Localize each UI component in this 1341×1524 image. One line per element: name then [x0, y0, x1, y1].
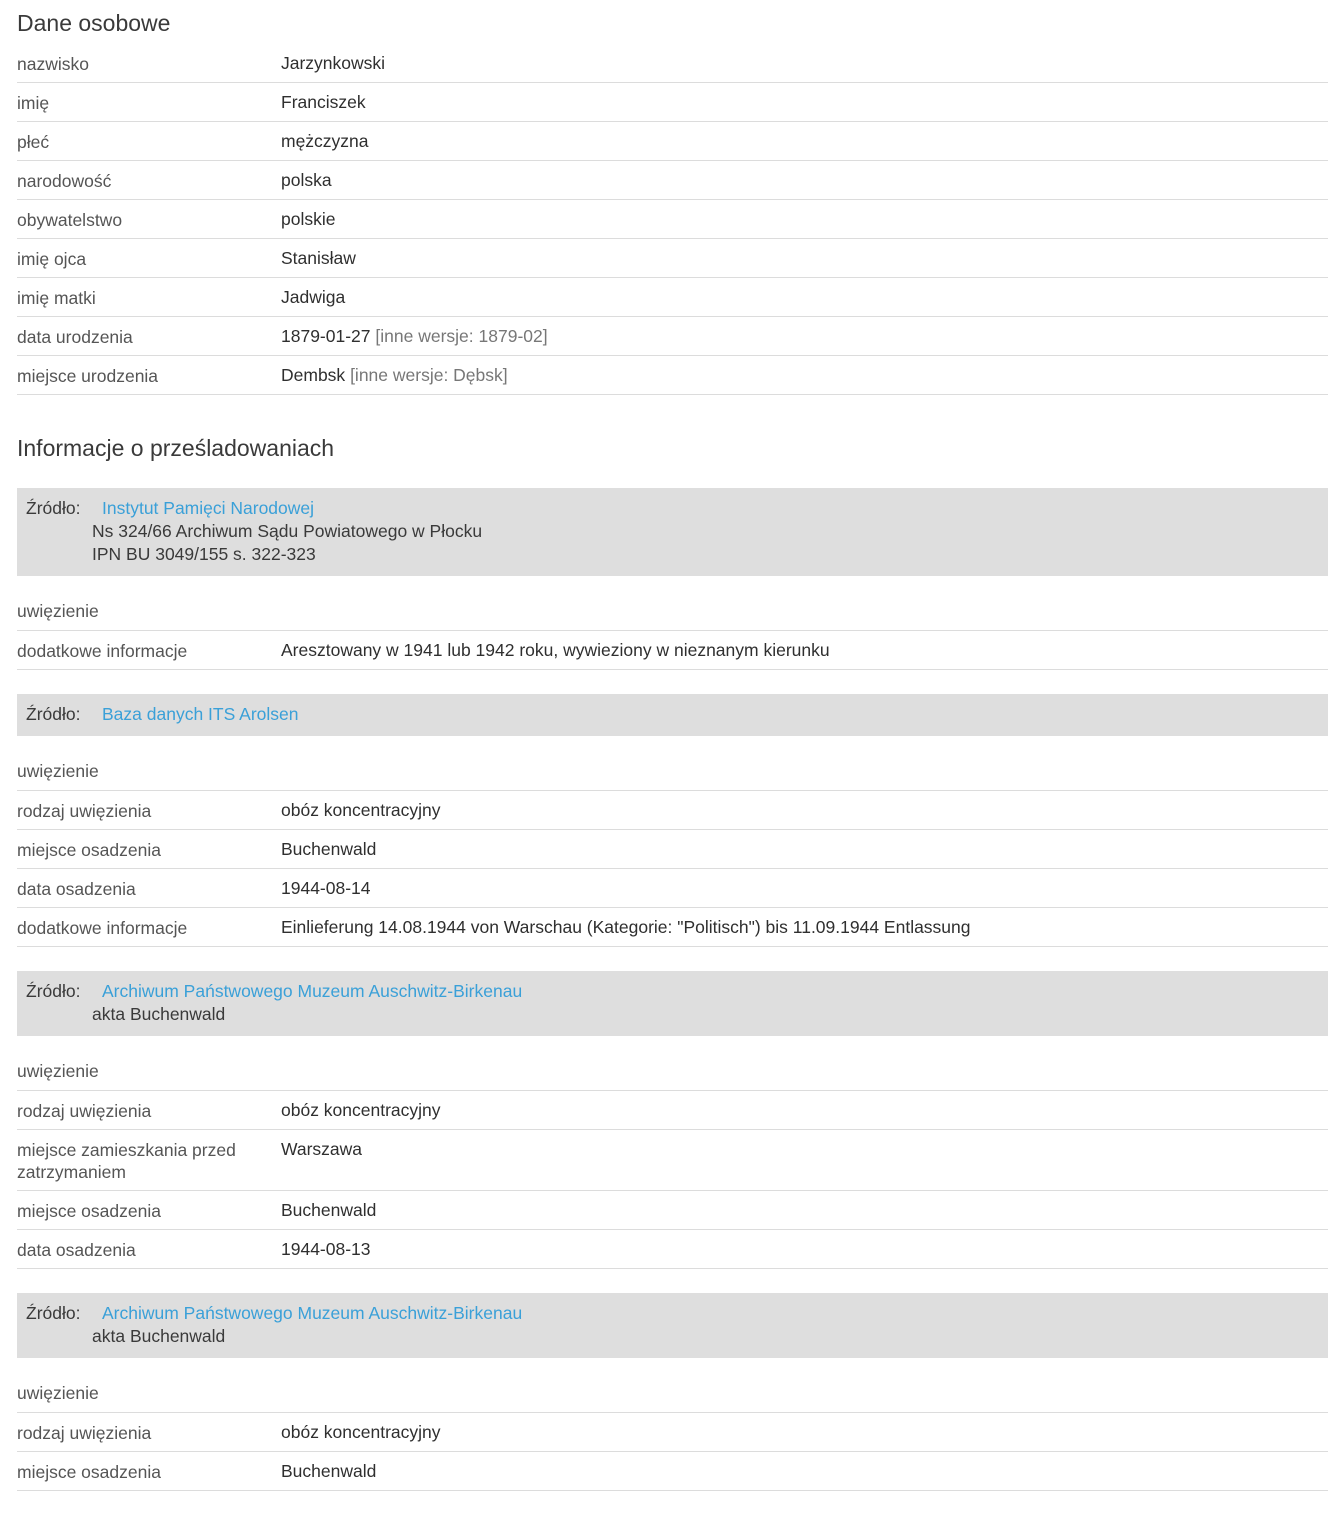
field-value	[281, 1413, 1328, 1452]
field-value-variant: [inne wersje: Dębsk]	[350, 365, 508, 385]
field-value-text: polska	[281, 170, 332, 190]
field-value-text: Jadwiga	[281, 287, 346, 307]
data-row	[17, 830, 1328, 869]
source-box	[17, 971, 1328, 1036]
field-value-text: Buchenwald	[281, 1200, 377, 1220]
field-value-text: polskie	[281, 209, 336, 229]
imprisonment-group-heading: uwięzienie	[17, 760, 1328, 791]
source-link[interactable]: Baza danych ITS Arolsen	[102, 704, 299, 724]
field-label: dodatkowe informacje	[17, 631, 281, 670]
personal-data-title: Dane osobowe	[17, 10, 171, 36]
field-value	[281, 44, 1328, 83]
source-label: Źródło:	[26, 1303, 81, 1323]
field-label: imię matki	[17, 278, 281, 317]
imprisonment-group-heading: uwięzienie	[17, 1382, 1328, 1413]
field-label: dodatkowe informacje	[17, 908, 281, 947]
field-label: rodzaj uwięzienia	[17, 1413, 281, 1452]
data-row	[17, 200, 1328, 239]
source-box	[17, 1293, 1328, 1358]
data-row	[17, 1091, 1328, 1130]
field-value-text: Buchenwald	[281, 1461, 377, 1481]
source-label: Źródło:	[26, 498, 81, 518]
data-row	[17, 161, 1328, 200]
field-value	[281, 200, 1328, 239]
field-value-text: 1944-08-13	[281, 1239, 371, 1259]
field-value-text: 1944-08-14	[281, 878, 371, 898]
field-value-text: Franciszek	[281, 92, 366, 112]
source-detail: akta Buchenwald	[92, 1004, 226, 1024]
field-label: miejsce zamieszkania przed zatrzymaniem	[17, 1130, 281, 1191]
data-row	[17, 356, 1328, 395]
field-label: data osadzenia	[17, 869, 281, 908]
field-value	[281, 1230, 1328, 1269]
imprisonment-group-heading: uwięzienie	[17, 600, 1328, 631]
field-value	[281, 1452, 1328, 1491]
field-value-text: Warszawa	[281, 1139, 363, 1159]
field-label: miejsce urodzenia	[17, 356, 281, 395]
imprisonment-group-heading: uwięzienie	[17, 1060, 1328, 1091]
field-value-text: Stanisław	[281, 248, 356, 268]
data-row	[17, 83, 1328, 122]
source-line	[26, 1302, 1318, 1325]
field-value-variant: [inne wersje: 1879-02]	[375, 326, 548, 346]
data-row	[17, 869, 1328, 908]
data-row	[17, 44, 1328, 83]
field-value-text: Jarzynkowski	[281, 53, 386, 73]
field-value	[281, 631, 1328, 670]
source-detail: Ns 324/66 Archiwum Sądu Powiatowego w Płocku	[92, 521, 483, 541]
field-label: imię	[17, 83, 281, 122]
field-label: narodowość	[17, 161, 281, 200]
imprisonment-table	[17, 791, 1328, 947]
imprisonment-table	[17, 631, 1328, 670]
field-value	[281, 278, 1328, 317]
field-value-text: obóz koncentracyjny	[281, 1100, 441, 1120]
field-value	[281, 1130, 1328, 1191]
source-label: Źródło:	[26, 704, 81, 724]
field-value-text: Buchenwald	[281, 839, 377, 859]
imprisonment-table	[17, 1413, 1328, 1491]
source-line	[26, 497, 1318, 520]
field-value	[281, 1191, 1328, 1230]
field-value	[281, 239, 1328, 278]
source-detail: IPN BU 3049/155 s. 322-323	[92, 544, 316, 564]
field-value	[281, 161, 1328, 200]
data-row	[17, 1230, 1328, 1269]
data-row	[17, 791, 1328, 830]
field-value	[281, 317, 1328, 356]
field-label: miejsce osadzenia	[17, 1191, 281, 1230]
field-value-text: Dembsk	[281, 365, 346, 385]
field-label: obywatelstwo	[17, 200, 281, 239]
data-row	[17, 239, 1328, 278]
data-row	[17, 1413, 1328, 1452]
field-value	[281, 869, 1328, 908]
data-row	[17, 1191, 1328, 1230]
field-label: miejsce osadzenia	[17, 830, 281, 869]
persecution-info-title: Informacje o prześladowaniach	[17, 435, 335, 461]
field-value-text: obóz koncentracyjny	[281, 1422, 441, 1442]
field-value-text: Aresztowany w 1941 lub 1942 roku, wywieziony w nieznanym kierunku	[281, 640, 830, 660]
data-row	[17, 317, 1328, 356]
source-link[interactable]: Archiwum Państwowego Muzeum Auschwitz-Birkenau	[102, 981, 523, 1001]
data-row	[17, 1452, 1328, 1491]
field-value	[281, 122, 1328, 161]
field-label: data urodzenia	[17, 317, 281, 356]
data-row	[17, 278, 1328, 317]
source-line	[26, 703, 1318, 726]
imprisonment-table	[17, 1091, 1328, 1269]
source-link[interactable]: Archiwum Państwowego Muzeum Auschwitz-Birkenau	[102, 1303, 523, 1323]
field-label: nazwisko	[17, 44, 281, 83]
field-label: imię ojca	[17, 239, 281, 278]
field-value	[281, 830, 1328, 869]
persecution-sources	[17, 488, 1328, 1491]
field-value-text: obóz koncentracyjny	[281, 800, 441, 820]
source-box	[17, 694, 1328, 736]
data-row	[17, 1130, 1328, 1191]
field-value	[281, 83, 1328, 122]
field-value-text: Einlieferung 14.08.1944 von Warschau (Kategorie: "Politisch") bis 11.09.1944 Entlassung	[281, 917, 971, 937]
field-value	[281, 908, 1328, 947]
personal-data-table	[17, 44, 1328, 395]
source-link[interactable]: Instytut Pamięci Narodowej	[102, 498, 315, 518]
field-label: data osadzenia	[17, 1230, 281, 1269]
data-row	[17, 631, 1328, 670]
data-row	[17, 122, 1328, 161]
field-value-text: mężczyzna	[281, 131, 369, 151]
source-box	[17, 488, 1328, 576]
field-value	[281, 356, 1328, 395]
data-row	[17, 908, 1328, 947]
source-label: Źródło:	[26, 981, 81, 1001]
field-label: miejsce osadzenia	[17, 1452, 281, 1491]
field-label: rodzaj uwięzienia	[17, 791, 281, 830]
field-value	[281, 791, 1328, 830]
field-value-text: 1879-01-27	[281, 326, 371, 346]
source-detail: akta Buchenwald	[92, 1326, 226, 1346]
field-label: płeć	[17, 122, 281, 161]
field-label: rodzaj uwięzienia	[17, 1091, 281, 1130]
field-value	[281, 1091, 1328, 1130]
source-line	[26, 980, 1318, 1003]
